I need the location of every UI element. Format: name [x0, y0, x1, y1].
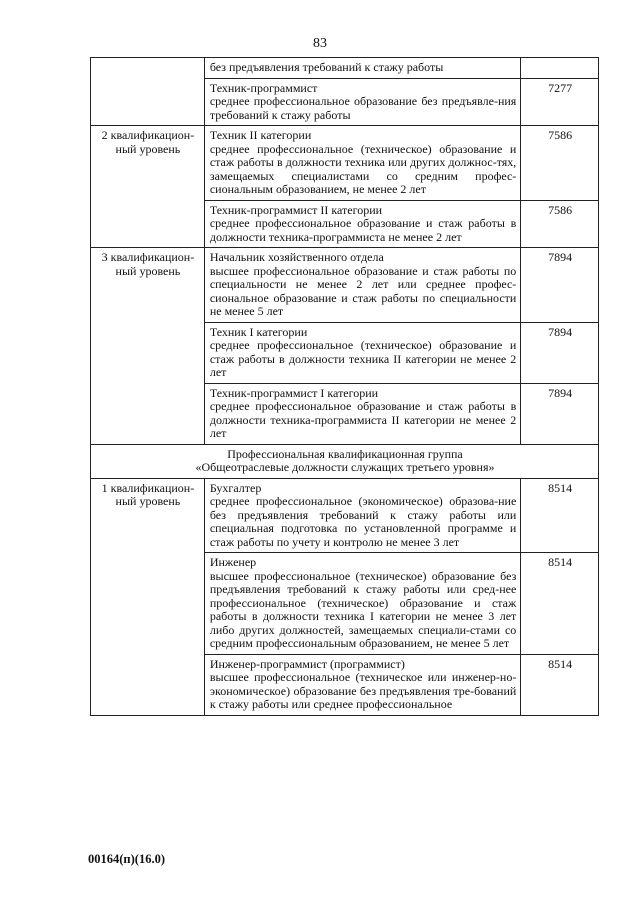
position-requirements: среднее профессиональное образование и стаж работы в должности техника-программиста не менее 2 лет [209, 216, 517, 244]
position-requirements: среднее профессиональное (техническое) образование и стаж работы в должности техника или других должнос-тях, замещаемых специалистами со средним профес-сиональным образованием, не менее 2 лет [209, 141, 517, 196]
position-title: Техник-программист I категории [209, 385, 379, 400]
position-title: Техник I категории [209, 324, 308, 339]
qualification-level-3: 3 квалификацион-ный уровень [91, 248, 205, 445]
salary-cell: 7586 [521, 126, 599, 201]
table-row [91, 58, 599, 79]
salary-cell: 8514 [521, 478, 599, 553]
salary-cell: 8514 [521, 654, 599, 715]
position-requirements: высшее профессиональное (техническое или инженер-но-экономическое) образование без предъявления тре-бований к стажу работы или среднее профессиональное [209, 670, 517, 711]
position-cell [204, 383, 520, 444]
qualification-level-1: 1 квалификацион-ный уровень [91, 478, 205, 715]
salary-cell: 8514 [521, 553, 599, 655]
group-header-line-2: «Общеотраслевые должности служащих третьего уровня» [195, 460, 495, 474]
salary-cell: 7586 [521, 200, 599, 248]
position-cell [204, 322, 520, 383]
salary-cell [521, 58, 599, 79]
position-cell [204, 478, 520, 553]
table-row [91, 478, 599, 553]
group-header-line-1: Профессиональная квалификационная группа [227, 446, 463, 461]
salary-cell: 7894 [521, 248, 599, 323]
position-requirements: среднее профессиональное образование и стаж работы в должности техника-программиста II категории не менее 2 лет [209, 399, 517, 440]
page-number: 83 [313, 36, 327, 51]
qualification-level-2: 2 квалификацион-ный уровень [91, 126, 205, 248]
position-cell [204, 200, 520, 248]
qualification-table [90, 57, 599, 716]
position-title: Техник II категории [209, 128, 312, 142]
table-row [91, 126, 599, 201]
position-requirements: высшее профессиональное образование и стаж работы по специальности не менее 2 лет или среднее профес-сиональное образование и стаж работы по специальности не менее 5 лет [209, 263, 517, 318]
position-cell [204, 248, 520, 323]
position-requirements: среднее профессиональное (техническое) образование и стаж работы в должности техника II категории не менее 2 лет [209, 338, 517, 379]
level-cell-empty [91, 58, 205, 126]
position-title: Инженер [209, 555, 257, 569]
salary-cell: 7277 [521, 78, 599, 126]
position-title: Начальник хозяйственного отдела [209, 250, 384, 264]
group-header [91, 444, 599, 478]
salary-cell: 7894 [521, 322, 599, 383]
position-cell [204, 126, 520, 201]
position-cell [204, 654, 520, 715]
group-header-row [91, 444, 599, 478]
table-row [91, 248, 599, 323]
position-cell [204, 58, 520, 79]
document-code: 00164(п)(16.0) [88, 852, 165, 866]
position-title: Техник-программист [209, 80, 318, 95]
position-title: Бухгалтер [209, 480, 262, 495]
position-requirements: среднее профессиональное образование без предъявле-ния требований к стажу работы [209, 94, 517, 122]
position-requirements: среднее профессиональное (экономическое) образова-ние без предъявления требований к стажу работы или специальная подготовка по установленной программе и стаж работы по учету и контролю не менее 3 лет [209, 494, 517, 549]
position-requirements: без предъявления требований к стажу работы [209, 60, 444, 74]
position-title: Инженер-программист (программист) [209, 656, 405, 671]
position-requirements: высшее профессиональное (техническое) образование без предъявления требований к стажу работы или сред-нее профессиональное (техническое) образование и стаж работы в должности техника I категории не менее 3 лет либо других должностей, замещаемых специали-стами со средним профессиональным образованием, не менее 5 лет [209, 568, 517, 650]
salary-cell: 7894 [521, 383, 599, 444]
position-title: Техник-программист II категории [209, 202, 383, 217]
position-cell [204, 78, 520, 126]
position-cell [204, 553, 520, 655]
